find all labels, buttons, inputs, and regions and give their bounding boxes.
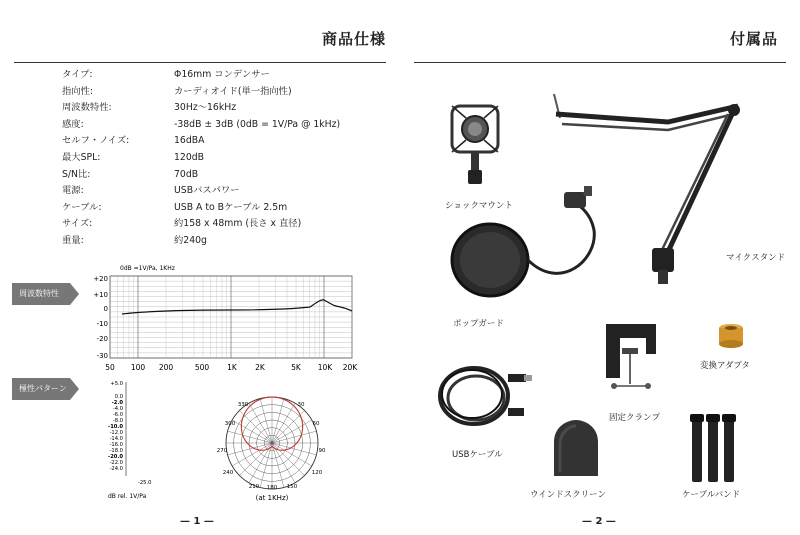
- y-tick-label: -20: [96, 335, 108, 343]
- shock-mount-caption: ショックマウント: [445, 201, 513, 211]
- spec-row: [62, 84, 340, 101]
- polar-spoke: [239, 443, 272, 476]
- scale-tick: -20.0: [108, 454, 123, 460]
- chart-reference-label: 0dB =1V/Pa, 1KHz: [120, 265, 175, 272]
- polar-angle: 150: [286, 484, 298, 490]
- sensitivity-scale: [100, 378, 160, 503]
- scale-tick: -2.0: [111, 400, 123, 406]
- x-tick-label: 200: [158, 363, 174, 372]
- polar-angle: 30: [297, 402, 305, 408]
- spec-value: 約158 x 48mm (長さ x 直径): [174, 218, 302, 230]
- polar-pattern-tab: 極性パターン: [12, 378, 70, 400]
- scale-tick: -6.0: [112, 412, 123, 418]
- cable-band-caption: ケーブルバンド: [682, 490, 741, 500]
- chart-grid: [110, 276, 352, 358]
- spec-value: USBバスパワー: [174, 185, 240, 197]
- x-tick-label: 10K: [317, 363, 333, 372]
- scale-tick: 0.0: [114, 394, 123, 400]
- scale-unit-label: dB rel. 1V/Pa: [108, 493, 147, 500]
- polar-angle: 240: [222, 470, 234, 476]
- spec-label: 感度:: [62, 118, 84, 130]
- scale-tick: -4.0: [112, 406, 123, 412]
- spec-row: [62, 133, 340, 150]
- shock-mount-image: [442, 98, 508, 190]
- polar-angle: 60: [312, 421, 320, 427]
- spec-row: [62, 150, 340, 167]
- spec-value: 30Hz〜16kHz: [174, 102, 237, 114]
- usb-cable-image: [434, 360, 534, 432]
- scale-bottom-tick: -25.0: [138, 480, 152, 486]
- spec-table: [62, 67, 340, 250]
- polar-spoke: [272, 443, 312, 466]
- x-tick-label: 20K: [342, 363, 358, 372]
- usb-cable-caption: USBケーブル: [452, 450, 503, 460]
- polar-spoke: [272, 420, 312, 443]
- clamp-caption: 固定クランプ: [609, 413, 661, 423]
- title-divider: [14, 62, 386, 63]
- cable-band-image: [686, 412, 746, 484]
- spec-label: 最大SPL:: [62, 151, 101, 163]
- spec-value: 約240g: [174, 234, 207, 246]
- scale-tick: -14.0: [109, 436, 123, 442]
- clamp-image: [600, 320, 670, 396]
- y-tick-label: +10: [93, 291, 108, 299]
- x-tick-label: 100: [130, 363, 146, 372]
- y-tick-label: 0: [103, 305, 108, 313]
- spec-label: ケーブル:: [62, 201, 102, 213]
- spec-value: Φ16mm コンデンサー: [174, 69, 270, 80]
- x-tick-label: 500: [194, 363, 210, 372]
- polar-pattern-chart: [210, 378, 335, 503]
- scale-tick: -22.0: [109, 460, 123, 466]
- polar-angle: 210: [248, 484, 260, 490]
- polar-angle: 300: [224, 421, 236, 427]
- pop-guard-image: [448, 180, 606, 308]
- scale-tick: -16.0: [109, 442, 123, 448]
- mic-stand-caption: マイクスタンド: [726, 253, 786, 263]
- polar-caption: (at 1KHz): [255, 494, 289, 502]
- spec-row: [62, 233, 340, 250]
- scale-tick: +5.0: [110, 381, 123, 387]
- x-tick-labels: [105, 363, 358, 372]
- scale-tick: -24.0: [109, 466, 123, 472]
- spec-row: [62, 216, 340, 233]
- polar-spoke: [232, 443, 272, 466]
- spec-value: -38dB ± 3dB (0dB = 1V/Pa @ 1kHz): [174, 118, 341, 130]
- polar-grid: [226, 397, 318, 489]
- scale-tick: -10.0: [108, 424, 123, 430]
- polar-angle: 270: [216, 448, 228, 454]
- polar-spoke: [272, 443, 305, 476]
- page-number: — 2 —: [582, 516, 616, 527]
- page-title: 商品仕様: [321, 30, 386, 48]
- spec-value: 16dBA: [174, 135, 205, 147]
- spec-label: 重量:: [62, 234, 84, 246]
- spec-row: [62, 100, 340, 117]
- page-number: — 1 —: [180, 516, 214, 527]
- adapter-caption: 変換アダプタ: [700, 361, 750, 371]
- spec-row: [62, 117, 340, 134]
- x-tick-label: 1K: [227, 363, 237, 372]
- polar-angle: 90: [318, 448, 326, 454]
- spec-label: サイズ:: [62, 218, 93, 230]
- polar-spoke: [232, 420, 272, 443]
- frequency-response-chart: [88, 262, 360, 374]
- polar-angle: 120: [311, 470, 323, 476]
- spec-label: セルフ・ノイズ:: [62, 135, 130, 147]
- spec-label: 周波数特性:: [62, 102, 112, 114]
- scale-tick: -18.0: [109, 448, 123, 454]
- scale-tick-labels: [108, 381, 151, 486]
- pop-guard-caption: ポップガード: [453, 319, 504, 329]
- polar-spoke: [272, 403, 295, 443]
- scale-tick: -12.0: [109, 430, 123, 436]
- spec-row: [62, 200, 340, 217]
- y-tick-label: +20: [93, 275, 108, 283]
- windscreen-image: [548, 418, 604, 480]
- scale-tick: -8.0: [112, 418, 123, 424]
- polar-angle: 330: [237, 402, 249, 408]
- page-title: 付属品: [729, 30, 778, 48]
- x-tick-label: 2K: [255, 363, 265, 372]
- polar-spoke: [249, 403, 272, 443]
- accessories-page: [400, 0, 800, 535]
- windscreen-caption: ウインドスクリーン: [530, 490, 606, 500]
- spec-row: [62, 183, 340, 200]
- x-tick-label: 50: [105, 363, 115, 372]
- spec-label: S/N比:: [62, 168, 91, 180]
- spec-row: [62, 167, 340, 184]
- spec-row: [62, 67, 340, 84]
- spec-label: 指向性:: [62, 85, 94, 97]
- frequency-response-tab: 周波数特性: [12, 283, 70, 305]
- spec-value: 70dB: [174, 168, 199, 180]
- spec-label: 電源:: [62, 185, 84, 197]
- spec-value: カーディオイド(単一指向性): [174, 85, 292, 97]
- y-tick-label: -30: [96, 352, 108, 360]
- spec-label: タイプ:: [62, 69, 93, 80]
- spec-value: 120dB: [174, 151, 205, 163]
- polar-angle: 180: [266, 485, 278, 491]
- y-tick-label: -10: [96, 320, 108, 328]
- title-divider: [414, 62, 786, 63]
- spec-value: USB A to Bケーブル 2.5m: [174, 201, 288, 213]
- x-tick-label: 5K: [291, 363, 301, 372]
- y-tick-labels: [93, 275, 108, 360]
- adapter-image: [714, 322, 748, 350]
